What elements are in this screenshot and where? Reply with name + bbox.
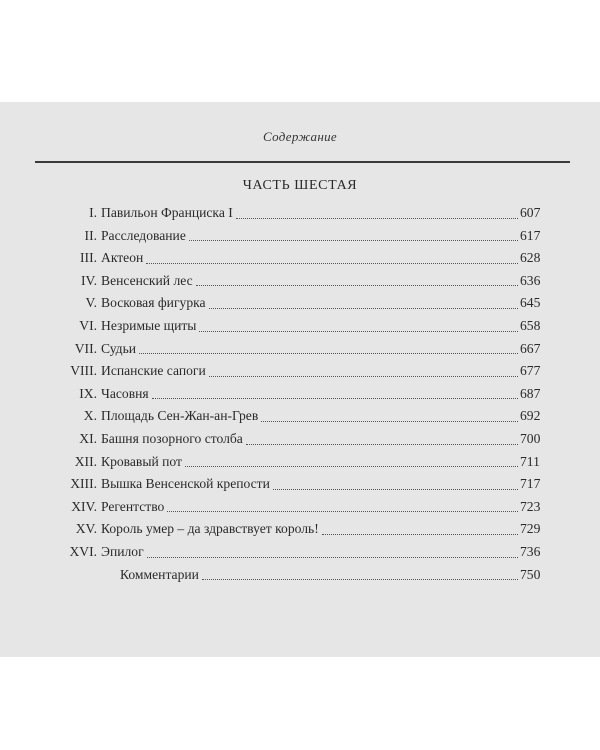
chapter-title: Судьи: [101, 340, 137, 356]
chapter-title: Павильон Франциска I: [101, 205, 233, 220]
toc-entry: [0, 292, 600, 315]
chapter-title: Комментарии: [120, 566, 199, 582]
chapter-title: Площадь Сен-Жан-ан-Грев: [101, 408, 259, 424]
dot-leader: [147, 557, 518, 558]
chapter-number: X.: [83, 408, 97, 424]
toc-entry: [0, 383, 600, 406]
chapter-number: VIII.: [70, 363, 97, 379]
chapter-number: XII.: [74, 453, 97, 469]
chapter-title: Незримые щиты: [101, 317, 197, 333]
chapter-number: III.: [80, 250, 97, 266]
chapter-title: Кровавый пот: [101, 453, 182, 469]
chapter-number: XI.: [79, 430, 97, 446]
page-number: 717: [520, 476, 541, 492]
chapter-number: VII.: [74, 340, 97, 356]
toc-entry: [0, 451, 600, 474]
toc-entry: [0, 247, 600, 270]
toc-entry: [0, 428, 600, 451]
dot-leader: [189, 240, 518, 241]
toc-entry: [0, 315, 600, 338]
toc-entry: [0, 541, 600, 564]
dot-leader: [202, 579, 518, 580]
toc-entry: [0, 496, 600, 519]
page-number: 723: [520, 498, 541, 514]
chapter-title: Испанские сапоги: [101, 363, 206, 379]
page-number: 607: [520, 205, 541, 220]
chapter-number: XVI.: [69, 543, 97, 559]
chapter-title: Король умер – да здравствует король!: [101, 521, 319, 537]
chapter-title: Расследование: [101, 227, 186, 243]
chapter-number: XIV.: [71, 498, 97, 514]
page-number: 645: [520, 295, 541, 311]
dot-leader: [236, 218, 518, 219]
page-number: 636: [520, 272, 541, 288]
page-number: 617: [520, 227, 541, 243]
chapter-number: XIII.: [70, 476, 97, 492]
page-number: 750: [520, 566, 541, 582]
chapter-number: IV.: [81, 272, 97, 288]
dot-leader: [167, 511, 518, 512]
dot-leader: [322, 534, 518, 535]
page-number: 677: [520, 363, 541, 379]
part-title: ЧАСТЬ ШЕСТАЯ: [242, 178, 358, 193]
chapter-title: Часовня: [101, 385, 149, 401]
header-divider: [35, 161, 570, 163]
chapter-title: Башня позорного столба: [101, 430, 243, 446]
page-number: 711: [520, 453, 540, 469]
page-number: 729: [520, 521, 541, 537]
page-number: 736: [520, 543, 541, 559]
page-number: 658: [520, 317, 541, 333]
dot-leader: [246, 444, 518, 445]
toc-entry: [0, 270, 600, 293]
chapter-title: Венсенский лес: [101, 272, 193, 288]
toc-entry: [0, 564, 600, 587]
chapter-number: I.: [89, 205, 97, 220]
dot-leader: [185, 466, 518, 467]
toc-entry: [0, 202, 600, 225]
page-number: 687: [520, 385, 541, 401]
chapter-number: V.: [85, 295, 97, 311]
dot-leader: [209, 308, 518, 309]
chapter-title: Вышка Венсенской крепости: [101, 476, 270, 492]
table-of-contents: [0, 202, 600, 586]
dot-leader: [196, 285, 518, 286]
chapter-number: IX.: [79, 385, 97, 401]
toc-entry: [0, 338, 600, 361]
toc-entry: [0, 225, 600, 248]
dot-leader: [261, 421, 518, 422]
chapter-title: Актеон: [101, 250, 144, 266]
dot-leader: [146, 263, 518, 264]
chapter-title: Регентство: [101, 498, 165, 514]
toc-entry: [0, 518, 600, 541]
book-page: [0, 102, 600, 657]
chapter-number: VI.: [79, 317, 97, 333]
page-number: 667: [520, 340, 541, 356]
running-title: Содержание: [263, 129, 337, 144]
chapter-number: II.: [84, 227, 97, 243]
dot-leader: [152, 398, 518, 399]
page-number: 692: [520, 408, 541, 424]
page-number: 700: [520, 430, 541, 446]
dot-leader: [273, 489, 518, 490]
toc-entry: [0, 473, 600, 496]
chapter-title: Эпилог: [101, 543, 144, 559]
dot-leader: [209, 376, 518, 377]
chapter-title: Восковая фигурка: [101, 295, 206, 311]
toc-entry: [0, 405, 600, 428]
dot-leader: [139, 353, 518, 354]
toc-entry: [0, 360, 600, 383]
page-number: 628: [520, 250, 541, 266]
dot-leader: [199, 331, 518, 332]
chapter-number: XV.: [75, 521, 97, 537]
